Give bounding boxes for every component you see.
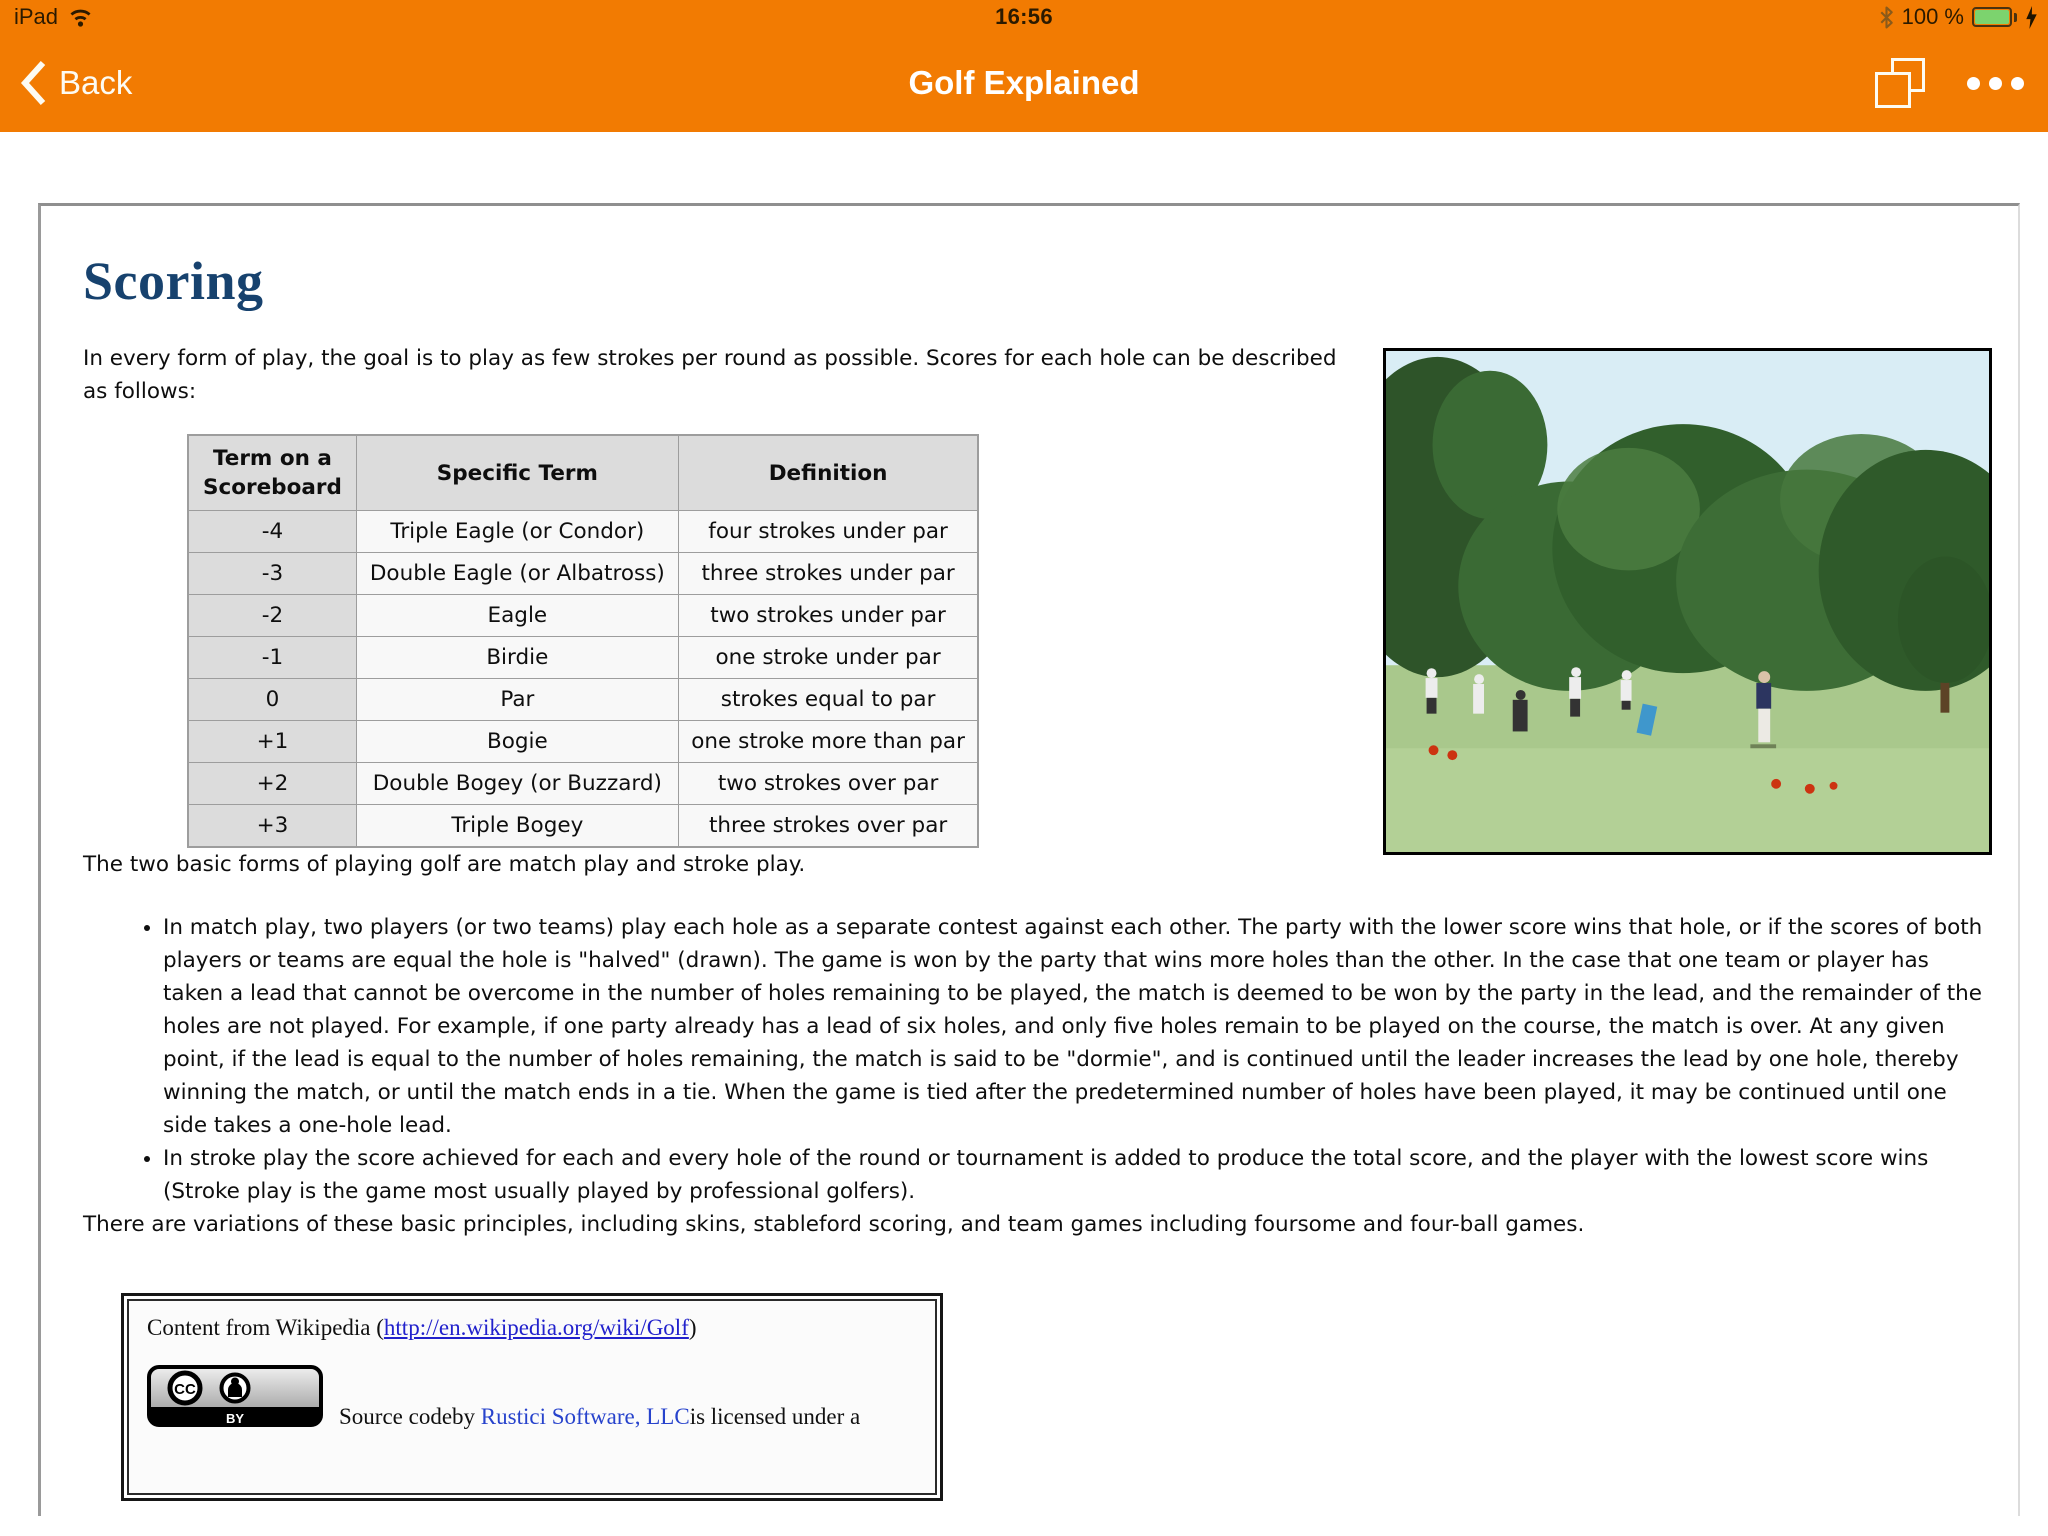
play-forms-list	[83, 911, 1992, 1208]
cell-term: +1	[188, 721, 356, 763]
status-bar	[0, 0, 2048, 34]
cell-specific: Triple Eagle (or Condor)	[356, 511, 678, 553]
cell-term: -3	[188, 553, 356, 595]
wikipedia-link[interactable]: http://en.wikipedia.org/wiki/Golf	[383, 1315, 689, 1340]
cell-term: -1	[188, 637, 356, 679]
wikipedia-attribution-line	[147, 1313, 917, 1343]
scoring-table	[187, 434, 979, 848]
table-row	[188, 721, 978, 763]
cell-definition: three strokes over par	[678, 805, 978, 848]
status-left	[8, 4, 94, 30]
page-title: Golf Explained	[908, 64, 1140, 101]
stroke-play-bullet: • In stroke play the score achieved for each and every hole of the round or tournament is added to produce the total score, and the player with the lowest score wins (Stroke play is the game most usually played by professional golfers).	[163, 1142, 1992, 1208]
license-box	[121, 1293, 943, 1501]
cell-term: +3	[188, 805, 356, 848]
col-header-term: Term on a Scoreboard	[188, 435, 356, 511]
cell-specific: Double Bogey (or Buzzard)	[356, 763, 678, 805]
golf-course-photo-art	[1386, 351, 1989, 852]
cell-definition: two strokes under par	[678, 595, 978, 637]
attribution-suffix: )	[688, 1315, 697, 1340]
cc-by-badge-icon	[147, 1365, 323, 1427]
section-heading: Scoring	[83, 251, 264, 311]
cc-logo-text: CC	[174, 1381, 196, 1398]
wifi-icon	[67, 7, 94, 27]
cell-specific: Eagle	[356, 595, 678, 637]
cell-definition: one stroke under par	[678, 637, 978, 679]
battery-percent-label: 100 %	[1901, 4, 1964, 29]
bluetooth-icon	[1879, 6, 1894, 29]
cell-specific: Par	[356, 679, 678, 721]
table-row	[188, 679, 978, 721]
battery-nub	[2014, 13, 2017, 22]
table-header-row	[188, 435, 978, 511]
pages-icon-front-sheet	[1875, 72, 1911, 108]
golf-course-photo	[1383, 348, 1992, 855]
cc-by-badge	[147, 1365, 323, 1433]
cell-term: -4	[188, 511, 356, 553]
more-options-icon[interactable]	[1967, 77, 2024, 90]
cell-specific: Double Eagle (or Albatross)	[356, 553, 678, 595]
cc-by-label: BY	[225, 1411, 245, 1426]
col-header-specific: Specific Term	[356, 435, 678, 511]
battery-icon	[1972, 7, 2012, 27]
cell-definition: four strokes under par	[678, 511, 978, 553]
nav-bar	[0, 34, 2048, 132]
source-license-line	[339, 1403, 860, 1431]
table-row	[188, 805, 978, 848]
license-row	[147, 1365, 917, 1433]
cell-definition: strokes equal to par	[678, 679, 978, 721]
source-prefix: Source codeby	[339, 1404, 481, 1429]
cell-definition: two strokes over par	[678, 763, 978, 805]
source-suffix: is licensed under a	[689, 1404, 861, 1429]
table-row	[188, 553, 978, 595]
attribution-prefix: Content from Wikipedia (	[147, 1315, 384, 1340]
license-box-inner	[127, 1299, 937, 1495]
nav-right-actions	[1875, 34, 2024, 132]
variations-paragraph: There are variations of these basic principles, including skins, stableford scoring, and team games including foursome and four-ball games.	[83, 1212, 1585, 1237]
match-play-bullet: • In match play, two players (or two teams) play each hole as a separate contest against each other. The party with the lower score wins that hole, or if the scores of both players or teams are equal the hole is "halved" (drawn). The game is won by the party that wins more holes than the other. In the case that one team or player has taken a lead that cannot be overcome in the number of holes remaining to be played, the match is deemed to be won by the party in the lead, and the remainder of the holes are not played. For example, if one party already has a lead of six holes, and only five holes remain to be played on the course, the match is over. At any given point, if the lead is equal to the number of holes remaining, the match is said to be "dormie", and is continued until the leader increases the lead by one hole, thereby winning the match, or until the match ends in a tie. When the game is tied after the predetermined number of holes have been played, it may be continued until one side takes a one-hole lead.	[163, 911, 1992, 1142]
col-header-definition: Definition	[678, 435, 978, 511]
device-label: iPad	[14, 4, 59, 29]
forms-paragraph: The two basic forms of playing golf are match play and stroke play.	[83, 852, 806, 877]
cell-specific: Triple Bogey	[356, 805, 678, 848]
charging-bolt-icon	[2025, 6, 2038, 29]
cell-term: -2	[188, 595, 356, 637]
cell-definition: one stroke more than par	[678, 721, 978, 763]
cell-specific: Bogie	[356, 721, 678, 763]
table-row	[188, 637, 978, 679]
status-time: 16:56	[995, 4, 1053, 29]
table-row	[188, 511, 978, 553]
pages-icon[interactable]	[1875, 58, 1925, 108]
back-label: Back	[59, 64, 133, 101]
rustici-software-link[interactable]: Rustici Software, LLC	[480, 1404, 690, 1429]
content-frame	[38, 203, 2020, 1516]
cell-specific: Birdie	[356, 637, 678, 679]
cell-definition: three strokes under par	[678, 553, 978, 595]
table-row	[188, 763, 978, 805]
cell-term: +2	[188, 763, 356, 805]
cell-term: 0	[188, 679, 356, 721]
intro-paragraph: In every form of play, the goal is to play as few strokes per round as possible. Scores for each hole can be described as follows:	[83, 346, 1337, 404]
table-row	[188, 595, 978, 637]
status-right	[1879, 4, 2040, 30]
